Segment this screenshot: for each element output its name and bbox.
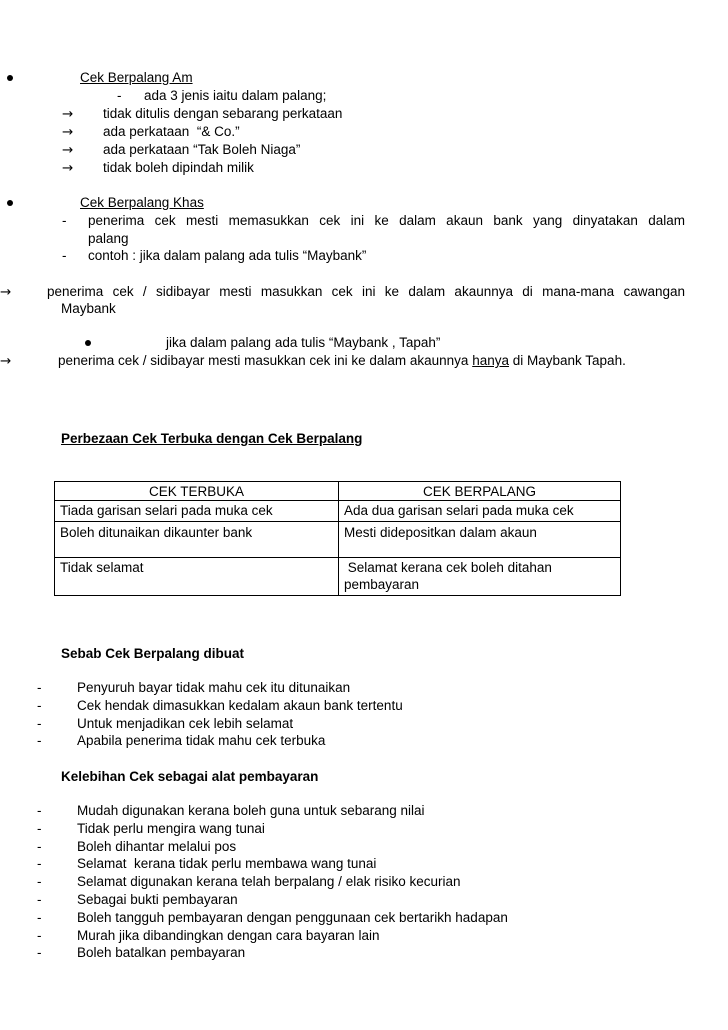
table-cell: Tidak selamat — [55, 558, 339, 596]
section1-item: ada perkataan “Tak Boleh Niaga” — [103, 142, 301, 157]
list-item — [37, 855, 677, 873]
list-item-text: Sebagai bukti pembayaran — [77, 891, 238, 907]
list-item-text: Tidak perlu mengira wang tunai — [77, 820, 265, 836]
section1-subtitle: - ada 3 jenis iaitu dalam palang; — [117, 88, 327, 103]
list-item-text: Penyuruh bayar tidak mahu cek itu ditunaikan — [77, 680, 351, 695]
list-item — [37, 944, 677, 962]
list-item — [37, 802, 677, 820]
table-row — [55, 522, 621, 558]
table-cell: Tiada garisan selari pada muka cek — [55, 501, 339, 522]
list-item-text: Selamat kerana tidak perlu membawa wang tunai — [77, 856, 377, 872]
dash-marker: - — [37, 927, 42, 943]
reasons-heading: Sebab Cek Berpalang dibuat — [61, 646, 245, 661]
arrow-icon: → — [62, 106, 74, 122]
table-cell: Selamat kerana cek boleh ditahan pembayaran — [339, 558, 621, 596]
table-header-cell: CEK TERBUKA — [55, 482, 339, 501]
bullet-icon — [7, 200, 13, 206]
arrow-note2-after: di Maybank Tapah. — [509, 353, 626, 368]
bullet-icon — [7, 75, 13, 81]
list-item — [37, 909, 677, 927]
table-row — [55, 558, 621, 596]
list-item-text: Apabila penerima tidak mahu cek terbuka — [77, 733, 326, 749]
list-item — [37, 838, 677, 856]
section1-item: tidak ditulis dengan sebarang perkataan — [103, 106, 343, 121]
dash-marker: - — [37, 945, 42, 961]
section2-title: Cek Berpalang Khas — [80, 195, 204, 210]
advantages-heading: Kelebihan Cek sebagai alat pembayaran — [61, 769, 319, 784]
list-item-text: Boleh batalkan pembayaran — [77, 945, 246, 961]
list-item-text: Untuk menjadikan cek lebih selamat — [77, 715, 294, 731]
dash-marker: - — [37, 715, 42, 731]
dash-marker: - — [37, 874, 42, 890]
section2-arrow-note-line1: penerima cek / sidibayar mesti masukkan cek ini ke dalam akaunnya di mana-mana cawangan — [47, 284, 685, 299]
section1-item: ada perkataan “& Co.” — [103, 124, 240, 139]
list-item-text: Murah jika dibandingkan dengan cara bayaran lain — [77, 927, 380, 943]
dash-marker: - — [37, 891, 42, 907]
bullet-icon — [85, 340, 91, 346]
list-item-text: Cek hendak dimasukkan kedalam akaun bank tertentu — [77, 697, 403, 713]
dash-marker: - — [37, 909, 42, 925]
section1-item: tidak boleh dipindah milik — [103, 160, 254, 175]
table-row — [55, 501, 621, 522]
dash-marker: - — [37, 680, 42, 695]
list-item-text: Boleh tangguh pembayaran dengan penggunaan cek bertarikh hadapan — [77, 909, 508, 925]
section2-item1-line2: palang — [88, 231, 129, 246]
section2-bullet-note: jika dalam palang ada tulis “Maybank , Tapah” — [166, 335, 441, 350]
table-header-row — [55, 482, 621, 501]
arrow-note2-before: penerima cek / sidibayar mesti masukkan cek ini ke dalam akaunnya — [58, 353, 473, 368]
dash-marker: - — [62, 248, 67, 263]
dash-marker: - — [37, 856, 42, 872]
arrow-icon: → — [62, 160, 74, 176]
table-cell: Ada dua garisan selari pada muka cek — [339, 501, 621, 522]
dash-marker: - — [62, 213, 67, 228]
list-item — [37, 732, 637, 750]
comparison-table — [54, 481, 621, 596]
list-item — [37, 927, 677, 945]
dash-marker: - — [37, 697, 42, 713]
dash-marker: - — [37, 733, 42, 749]
dash-marker: - — [37, 820, 42, 836]
list-item — [37, 820, 677, 838]
advantages-list — [37, 802, 677, 962]
list-item — [37, 697, 637, 715]
dash-marker: - — [37, 803, 42, 818]
table-header-cell: CEK BERPALANG — [339, 482, 621, 501]
table-cell: Mesti didepositkan dalam akaun — [339, 522, 621, 558]
arrow-icon: → — [0, 353, 12, 369]
arrow-note2-underlined: hanya — [472, 353, 509, 368]
list-item — [37, 715, 637, 733]
comparison-heading: Perbezaan Cek Terbuka dengan Cek Berpalang — [61, 431, 363, 446]
arrow-icon: → — [62, 124, 74, 140]
dash-marker: - — [37, 838, 42, 854]
arrow-icon: → — [0, 284, 12, 300]
section2-arrow-note2 — [58, 352, 626, 370]
table-cell: Boleh ditunaikan dikaunter bank — [55, 522, 339, 558]
list-item — [37, 679, 637, 697]
list-item-text: Boleh dihantar melalui pos — [77, 838, 237, 854]
list-item-text: Mudah digunakan kerana boleh guna untuk sebarang nilai — [77, 803, 425, 818]
list-item — [37, 873, 677, 891]
list-item — [37, 891, 677, 909]
section2-item1-line1: penerima cek mesti memasukkan cek ini ke dalam akaun bank yang dinyatakan dalam — [88, 213, 685, 228]
arrow-icon: → — [62, 142, 74, 158]
reasons-list — [37, 679, 637, 750]
section2-item2: contoh : jika dalam palang ada tulis “Maybank” — [88, 248, 367, 263]
list-item-text: Selamat digunakan kerana telah berpalang / elak risiko kecurian — [77, 874, 461, 890]
section1-title: Cek Berpalang Am — [80, 70, 193, 85]
section2-arrow-note-line2: Maybank — [61, 301, 116, 316]
